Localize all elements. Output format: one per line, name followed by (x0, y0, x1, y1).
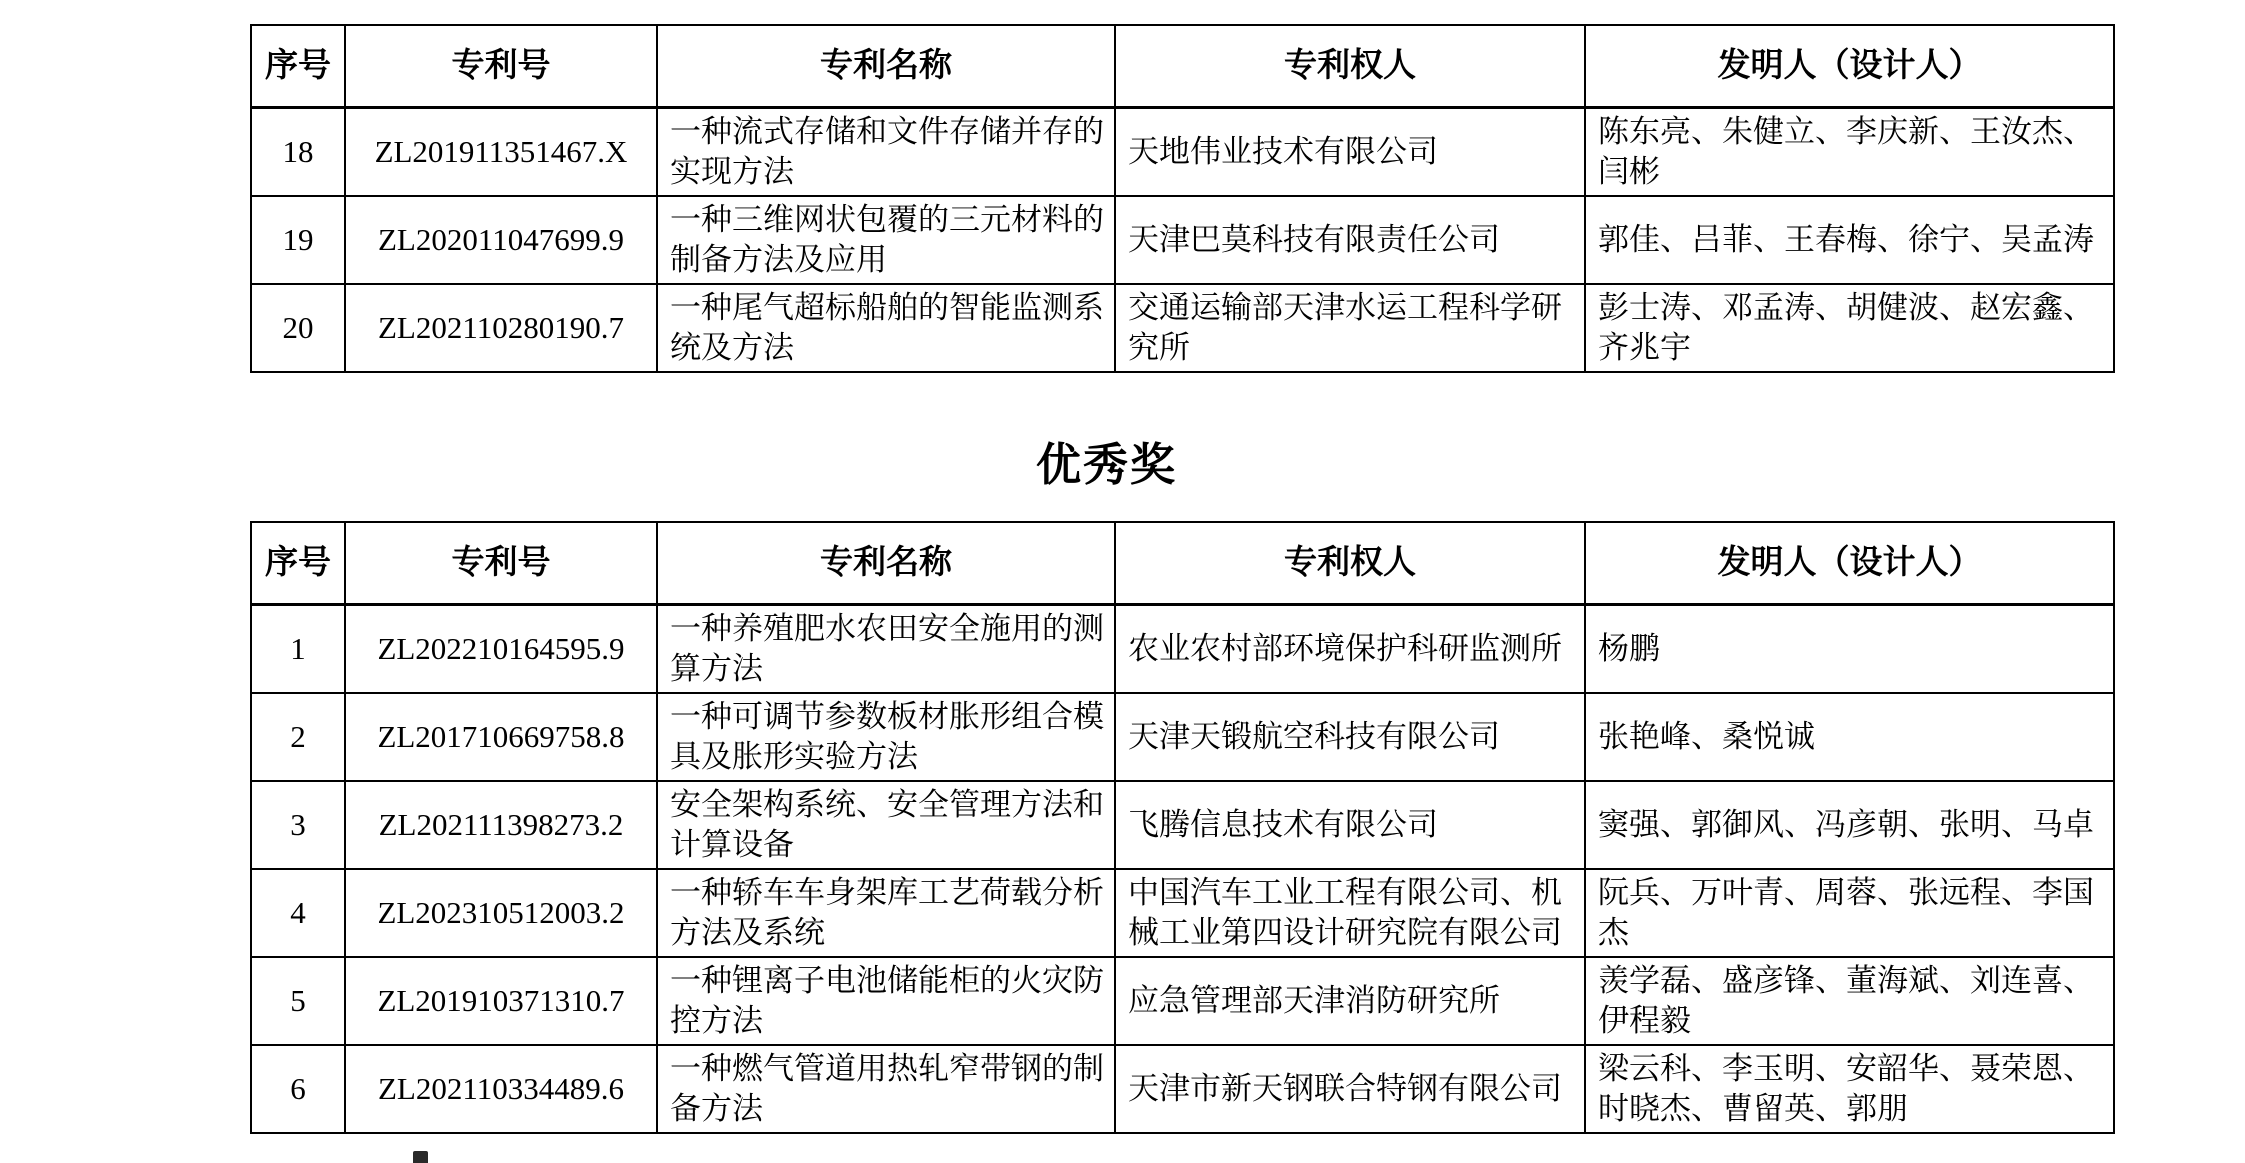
row-index-cell: 19 (251, 196, 345, 284)
inventors-cell: 羡学磊、盛彦锋、董海斌、刘连喜、伊程毅 (1585, 957, 2114, 1045)
col-header-patent-number: 专利号 (345, 522, 657, 605)
col-header-inventors: 发明人（设计人） (1585, 25, 2114, 108)
patent-title-cell: 一种三维网状包覆的三元材料的制备方法及应用 (657, 196, 1115, 284)
patent-owner-cell: 交通运输部天津水运工程科学研究所 (1115, 284, 1585, 372)
patent-title-cell: 一种轿车车身架库工艺荷载分析方法及系统 (657, 869, 1115, 957)
patent-title-cell: 一种锂离子电池储能柜的火灾防控方法 (657, 957, 1115, 1045)
patent-title-cell: 一种养殖肥水农田安全施用的测算方法 (657, 605, 1115, 694)
inventors-cell: 彭士涛、邓孟涛、胡健波、赵宏鑫、齐兆宇 (1585, 284, 2114, 372)
patent-owner-cell: 天地伟业技术有限公司 (1115, 108, 1585, 197)
table-row (251, 108, 2114, 197)
col-header-patent-owner: 专利权人 (1115, 25, 1585, 108)
patent-number-cell: ZL202111398273.2 (345, 781, 657, 869)
patent-number-cell: ZL202210164595.9 (345, 605, 657, 694)
table-row (251, 196, 2114, 284)
patent-title-cell: 一种可调节参数板材胀形组合模具及胀形实验方法 (657, 693, 1115, 781)
patent-number-cell: ZL201910371310.7 (345, 957, 657, 1045)
patent-number-cell: ZL201710669758.8 (345, 693, 657, 781)
col-header-patent-title: 专利名称 (657, 25, 1115, 108)
header-row (251, 25, 2114, 108)
header-row (251, 522, 2114, 605)
inventors-cell: 杨鹏 (1585, 605, 2114, 694)
col-header-patent-title: 专利名称 (657, 522, 1115, 605)
row-index-cell: 6 (251, 1045, 345, 1133)
patent-owner-cell: 农业农村部环境保护科研监测所 (1115, 605, 1585, 694)
patent-number-cell: ZL202110334489.6 (345, 1045, 657, 1133)
col-header-patent-number: 专利号 (345, 25, 657, 108)
patent-number-cell: ZL202310512003.2 (345, 869, 657, 957)
patent-title-cell: 安全架构系统、安全管理方法和计算设备 (657, 781, 1115, 869)
patent-owner-cell: 天津天锻航空科技有限公司 (1115, 693, 1585, 781)
patent-owner-cell: 应急管理部天津消防研究所 (1115, 957, 1585, 1045)
inventors-cell: 张艳峰、桑悦诚 (1585, 693, 2114, 781)
patent-owner-cell: 中国汽车工业工程有限公司、机械工业第四设计研究院有限公司 (1115, 869, 1585, 957)
col-header-index: 序号 (251, 522, 345, 605)
section-title: 优秀奖 (1035, 439, 1177, 490)
patent-award-table-top (250, 24, 2115, 373)
row-index-cell: 1 (251, 605, 345, 694)
row-index-cell: 4 (251, 869, 345, 957)
patent-owner-cell: 飞腾信息技术有限公司 (1115, 781, 1585, 869)
inventors-cell: 郭佳、吕菲、王春梅、徐宁、吴孟涛 (1585, 196, 2114, 284)
row-index-cell: 2 (251, 693, 345, 781)
table-row (251, 781, 2114, 869)
patent-owner-cell: 天津巴莫科技有限责任公司 (1115, 196, 1585, 284)
row-index-cell: 20 (251, 284, 345, 372)
patent-owner-cell: 天津市新天钢联合特钢有限公司 (1115, 1045, 1585, 1133)
patent-number-cell: ZL201911351467.X (345, 108, 657, 197)
inventors-cell: 陈东亮、朱健立、李庆新、王汝杰、闫彬 (1585, 108, 2114, 197)
patent-title-cell: 一种尾气超标船舶的智能监测系统及方法 (657, 284, 1115, 372)
inventors-cell: 阮兵、万叶青、周蓉、张远程、李国杰 (1585, 869, 2114, 957)
table-row (251, 1045, 2114, 1133)
col-header-index: 序号 (251, 25, 345, 108)
row-index-cell: 18 (251, 108, 345, 197)
row-index-cell: 3 (251, 781, 345, 869)
inventors-cell: 梁云科、李玉明、安韶华、聂荣恩、时晓杰、曹留英、郭朋 (1585, 1045, 2114, 1133)
table-row (251, 605, 2114, 694)
table-row (251, 957, 2114, 1045)
row-index-cell: 5 (251, 957, 345, 1045)
col-header-patent-owner: 专利权人 (1115, 522, 1585, 605)
patent-number-cell: ZL202011047699.9 (345, 196, 657, 284)
patent-award-table-excellence (250, 521, 2115, 1134)
table-row (251, 693, 2114, 781)
next-row-cutoff-fragment (413, 1151, 428, 1163)
patent-number-cell: ZL202110280190.7 (345, 284, 657, 372)
patent-title-cell: 一种流式存储和文件存储并存的实现方法 (657, 108, 1115, 197)
table-row (251, 869, 2114, 957)
table-row (251, 284, 2114, 372)
col-header-inventors: 发明人（设计人） (1585, 522, 2114, 605)
table-header (251, 25, 2114, 108)
inventors-cell: 窦强、郭御风、冯彦朝、张明、马卓 (1585, 781, 2114, 869)
patent-title-cell: 一种燃气管道用热轧窄带钢的制备方法 (657, 1045, 1115, 1133)
table-header (251, 522, 2114, 605)
document-page (250, 24, 2113, 1134)
